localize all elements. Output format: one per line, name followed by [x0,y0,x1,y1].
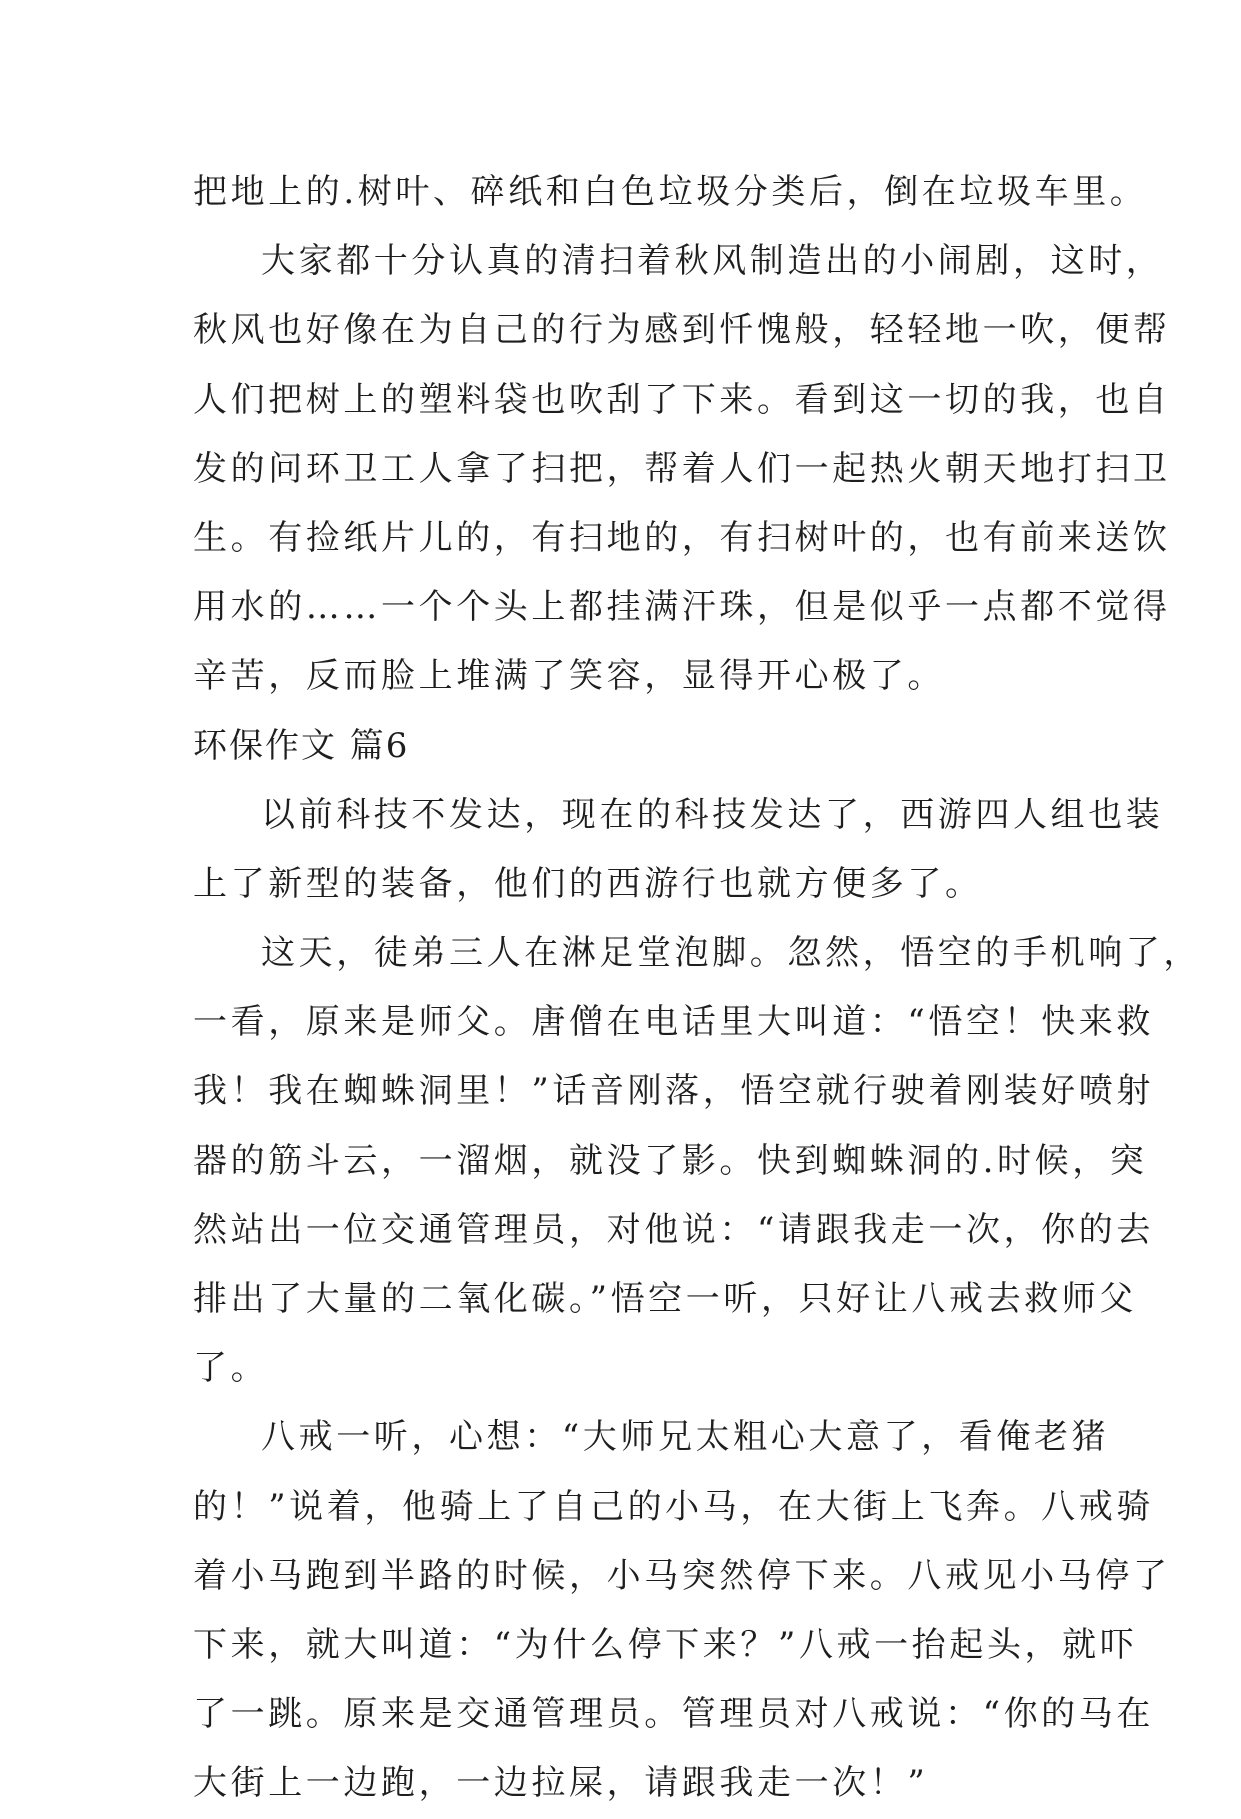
text-line: 了。 [193,1348,269,1389]
text-line: 我！我在蜘蛛洞里！”话音刚落，悟空就行驶着刚装好喷射 [193,1071,1154,1112]
continuation-paragraph [193,158,1148,227]
section-heading: 环保作文 篇6 [193,725,410,766]
text-line: 发的问环卫工人拿了扫把，帮着人们一起热火朝天地打扫卫 [193,448,1171,489]
text-line: 大家都十分认真的清扫着秋风制造出的小闹剧，这时， [261,241,1164,282]
text-line: 八戒一听，心想：“大师兄太粗心大意了，看俺老猪 [261,1417,1110,1458]
text-line: 生。有捡纸片儿的，有扫地的，有扫树叶的，也有前来送饮 [193,517,1171,558]
text-line: 排出了大量的二氧化碳。”悟空一听，只好让八戒去救师父 [193,1279,1137,1319]
text-line: 这天，徒弟三人在淋足堂泡脚。忽然，悟空的手机响了， [261,933,1201,974]
document-body [193,158,1201,1819]
text-line: 用水的……一个个头上都挂满汗珠，但是似乎一点都不觉得 [193,587,1171,628]
text-line: 的！”说着，他骑上了自己的小马，在大街上飞奔。八戒骑 [193,1486,1154,1527]
bajie-paragraph [193,1403,1171,1818]
text-line: 器的筋斗云，一溜烟，就没了影。快到蜘蛛洞的.时候，突 [193,1140,1148,1181]
wukong-paragraph [193,919,1201,1403]
text-line: 辛苦，反而脸上堆满了笑容，显得开心极了。 [193,656,945,697]
text-line: 然站出一位交通管理员，对他说：“请跟我走一次，你的去 [193,1209,1154,1250]
intro-paragraph [193,781,1164,919]
text-line: 人们把树上的塑料袋也吹刮了下来。看到这一切的我，也自 [193,379,1171,420]
text-line: 一看，原来是师父。唐僧在电话里大叫道：“悟空！快来救 [193,1002,1154,1043]
text-line: 以前科技不发达，现在的科技发达了，西游四人组也装 [261,794,1164,835]
text-line: 上了新型的装备，他们的西游行也就方便多了。 [193,863,983,904]
text-line: 秋风也好像在为自己的行为感到忏愧般，轻轻地一吹，便帮 [193,310,1171,351]
text-line: 着小马跑到半路的时候，小马突然停下来。八戒见小马停了 [193,1555,1171,1596]
cleanup-paragraph [193,227,1171,711]
text-line: 把地上的.树叶、碎纸和白色垃圾分类后，倒在垃圾车里。 [193,172,1148,212]
text-line: 了一跳。原来是交通管理员。管理员对八戒说：“你的马在 [193,1694,1154,1735]
text-line: 下来，就大叫道：“为什么停下来？”八戒一抬起头，就吓 [193,1624,1138,1665]
text-line: 大街上一边跑，一边拉屎，请跟我走一次！” [193,1763,929,1804]
